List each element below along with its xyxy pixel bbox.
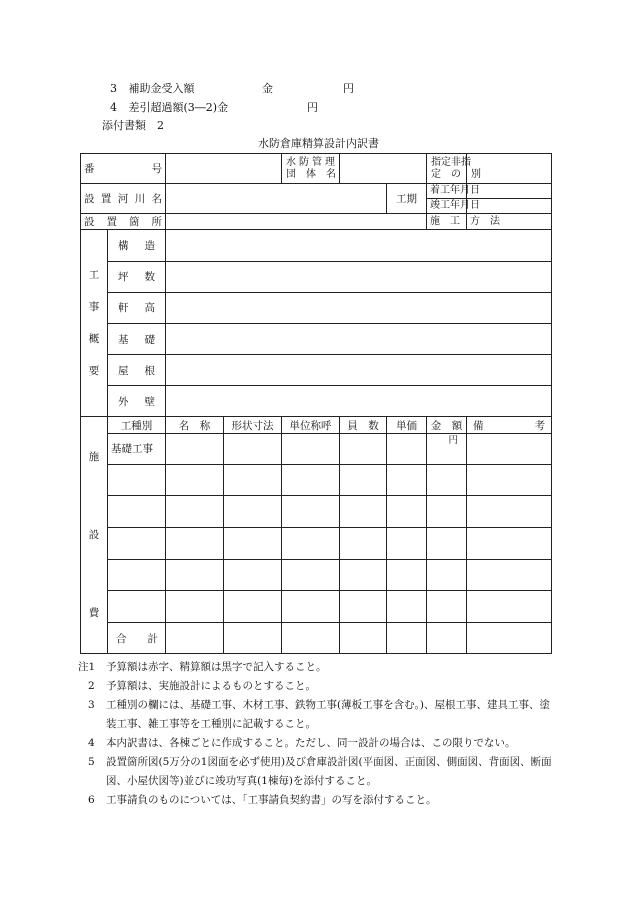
cell[interactable] — [387, 527, 427, 559]
cell[interactable] — [108, 559, 166, 591]
cell[interactable] — [467, 464, 552, 496]
gokei-tani[interactable] — [282, 623, 340, 654]
row1-biko[interactable] — [467, 433, 552, 464]
note-4-text: 本内訳書は、各棟ごとに作成すること。ただし、同一設計の場合は、この限りでない。 — [106, 737, 516, 749]
cell[interactable] — [224, 496, 282, 528]
note-2-num: 2 — [88, 680, 95, 692]
cell[interactable] — [387, 464, 427, 496]
cell[interactable] — [340, 527, 387, 559]
seko-hoho-label: 施 工 方 法 — [427, 214, 467, 230]
gokei-meisho[interactable] — [166, 623, 224, 654]
gaiyo-char-3: 概 — [88, 333, 100, 346]
col-meisho: 名 称 — [166, 417, 224, 433]
row1-tani[interactable] — [282, 433, 340, 464]
cell[interactable] — [387, 591, 427, 623]
note-5-num: 5 — [88, 756, 95, 768]
gaiyo-kiso-label: 基 礎 — [108, 323, 166, 354]
bango-label: 番 号 — [81, 154, 166, 184]
cell[interactable] — [224, 527, 282, 559]
cell[interactable] — [108, 496, 166, 528]
table-row — [81, 559, 552, 591]
shitei-label-1: 指定非指 — [431, 156, 471, 168]
gaiyo-tsubo-value[interactable] — [166, 261, 552, 292]
row1-meisho[interactable] — [166, 433, 224, 464]
cell[interactable] — [282, 464, 340, 496]
cell[interactable] — [108, 464, 166, 496]
gaiyo-yane-label: 屋 根 — [108, 355, 166, 386]
cell[interactable] — [166, 591, 224, 623]
gaiyo-gaiheki-value[interactable] — [166, 386, 552, 417]
attachment-label: 添付書類 2 — [102, 119, 164, 132]
suibou-value[interactable] — [340, 154, 427, 184]
cell[interactable] — [387, 559, 427, 591]
cell[interactable] — [166, 527, 224, 559]
cell[interactable] — [467, 496, 552, 528]
line-3 — [110, 82, 195, 96]
shitei-label — [427, 154, 481, 184]
cell[interactable] — [224, 464, 282, 496]
cell[interactable] — [166, 559, 224, 591]
cell[interactable] — [224, 559, 282, 591]
gaiyo-nokidaka-value[interactable] — [166, 292, 552, 323]
chakko-label: 着工年月日 — [427, 184, 467, 199]
cell[interactable] — [282, 527, 340, 559]
gokei-kingaku[interactable] — [427, 623, 467, 654]
cell[interactable] — [340, 496, 387, 528]
setchi-kasho-label: 設 置 箇 所 — [81, 214, 166, 230]
line4-num: 4 — [110, 101, 117, 114]
line3-kin: 金 — [262, 82, 273, 95]
kouki-label: 工期 — [387, 184, 427, 214]
row1-kingaku[interactable] — [427, 433, 467, 464]
note-3-num: 3 — [88, 699, 95, 711]
note-6 — [88, 791, 558, 810]
note-2 — [88, 677, 558, 696]
cell[interactable] — [467, 527, 552, 559]
note-5 — [88, 753, 558, 791]
row1-kouhu: 基礎工事 — [108, 433, 166, 464]
gaiyo-kiso-value[interactable] — [166, 323, 552, 354]
note-3-text: 工種別の欄には、基礎工事、木材工事、鉄物工事(薄板工事を含む。)、屋根工事、建具工事、塗装工事、雑工事等を工種別に記載すること。 — [106, 699, 550, 730]
shitei-label-2: 定 の 別 — [431, 168, 481, 180]
col-tani: 単位称呼 — [282, 417, 340, 433]
gaiyo-section-label — [81, 230, 108, 417]
note-1-num: 注1 — [78, 661, 96, 673]
note-6-num: 6 — [88, 794, 95, 806]
cell[interactable] — [340, 464, 387, 496]
col-keijo: 形状寸法 — [224, 417, 282, 433]
table-row — [81, 496, 552, 528]
col-tanka: 単価 — [387, 417, 427, 433]
suibou-label-2: 団 体 名 — [286, 168, 336, 180]
line4-yen: 円 — [307, 101, 318, 114]
line3-num: 3 — [110, 82, 117, 95]
setchi-kasho-value[interactable] — [166, 214, 427, 230]
table-row — [81, 527, 552, 559]
gokei-biko[interactable] — [467, 623, 552, 654]
line3-yen: 円 — [343, 82, 354, 95]
gaiyo-char-2: 事 — [88, 301, 100, 314]
cell[interactable] — [467, 559, 552, 591]
cell[interactable] — [427, 464, 467, 496]
col-kouhu: 工種別 — [108, 417, 166, 433]
setchi-kasen-value[interactable] — [166, 184, 387, 214]
yen-unit: 円 — [448, 434, 458, 446]
cell[interactable] — [427, 559, 467, 591]
gaiyo-char-4: 要 — [88, 365, 100, 378]
col-biko: 備 考 — [467, 417, 552, 433]
cell[interactable] — [282, 496, 340, 528]
suibou-label-1: 水防管理 — [286, 156, 335, 168]
cell[interactable] — [340, 591, 387, 623]
note-1-text: 予算額は赤字、精算額は黒字で記入すること。 — [106, 661, 327, 673]
cell[interactable] — [224, 591, 282, 623]
row1-insu[interactable] — [340, 433, 387, 464]
shisetsu-char-3: 費 — [88, 607, 100, 620]
table-row — [81, 464, 552, 496]
gaiyo-kozo-label: 構 造 — [108, 230, 166, 261]
note-4 — [88, 734, 558, 753]
shisetsu-section-label — [81, 417, 108, 654]
gaiyo-yane-value[interactable] — [166, 355, 552, 386]
cell[interactable] — [387, 496, 427, 528]
note-6-text: 工事請負のものについては、「工事請負契約書」の写を添付すること。 — [106, 794, 437, 806]
gaiyo-tsubo-label: 坪 数 — [108, 261, 166, 292]
gokei-keijo[interactable] — [224, 623, 282, 654]
line3-label: 補助金受入額 — [128, 82, 195, 95]
col-insu: 員 数 — [340, 417, 387, 433]
cell[interactable] — [108, 591, 166, 623]
estimate-table — [80, 153, 552, 654]
col-kingaku: 金 額 — [427, 417, 467, 433]
cell[interactable] — [282, 559, 340, 591]
shunko-label: 竣工年月日 — [427, 199, 467, 214]
gaiyo-gaiheki-label: 外 壁 — [108, 386, 166, 417]
cell[interactable] — [467, 591, 552, 623]
cell[interactable] — [166, 464, 224, 496]
suibou-label — [282, 154, 340, 184]
row1-keijo[interactable] — [224, 433, 282, 464]
cell[interactable] — [108, 527, 166, 559]
gaiyo-kozo-value[interactable] — [166, 230, 552, 261]
shisetsu-char-2: 設 — [88, 529, 100, 542]
gokei-tanka[interactable] — [387, 623, 427, 654]
cell[interactable] — [340, 559, 387, 591]
cell[interactable] — [427, 496, 467, 528]
gokei-insu[interactable] — [340, 623, 387, 654]
gokei-label: 合 計 — [108, 623, 166, 654]
table-row — [81, 591, 552, 623]
setchi-kasen-label: 設置河川名 — [81, 184, 166, 214]
notes — [78, 658, 558, 810]
note-4-num: 4 — [88, 737, 95, 749]
cell[interactable] — [427, 527, 467, 559]
page-title: 水防倉庫精算設計内訳書 — [258, 137, 379, 150]
row1-tanka[interactable] — [387, 433, 427, 464]
line4-label: 差引超過額(3―2)金 — [128, 101, 229, 114]
line-4 — [110, 101, 228, 115]
gaiyo-nokidaka-label: 軒 高 — [108, 292, 166, 323]
note-1 — [78, 658, 558, 677]
note-2-text: 予算額は、実施設計によるものとすること。 — [106, 680, 316, 692]
note-3 — [88, 696, 558, 734]
note-5-text: 設置箇所図(5万分の1図面を必ず使用)及び倉庫設計図(平面図、正面図、側面図、背面図、断面図、小屋伏図等)並びに竣功写真(1棟毎)を添付すること。 — [106, 756, 552, 787]
cell[interactable] — [427, 591, 467, 623]
shisetsu-char-1: 施 — [88, 451, 100, 464]
cell[interactable] — [166, 496, 224, 528]
gaiyo-char-1: 工 — [88, 269, 100, 282]
bango-value[interactable] — [166, 154, 282, 184]
cell[interactable] — [282, 591, 340, 623]
